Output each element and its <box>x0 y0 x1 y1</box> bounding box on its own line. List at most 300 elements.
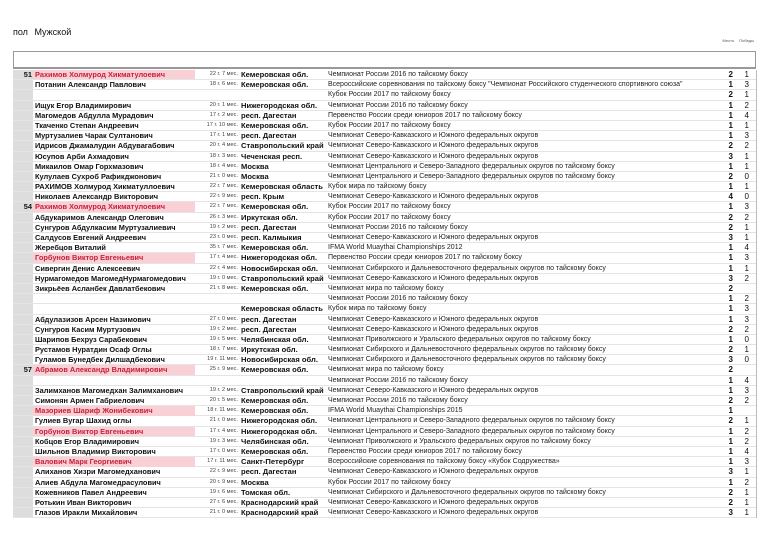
athlete-age: 21 г. 0 мес. <box>209 509 238 516</box>
wins-value: 2 <box>744 141 749 151</box>
athlete-name: Идрисов Джамалудин Абдувагабович <box>35 141 175 151</box>
place-value: 1 <box>728 446 733 456</box>
wins-value: 1 <box>744 416 749 426</box>
place-value: 2 <box>728 141 733 151</box>
athlete-region: Кемеровская обл. <box>241 446 309 456</box>
athlete-name: Ткаченко Степан Андреевич <box>35 120 139 130</box>
athlete-region: Кемеровская обл. <box>241 202 309 212</box>
table-row <box>13 315 757 325</box>
place-value: 1 <box>728 100 733 110</box>
competition-name: Всероссийские соревнования по тайскому боксу «Кубок Содружества» <box>328 458 560 466</box>
place-value: 1 <box>728 131 733 141</box>
athlete-name: Ищук Егор Владимирович <box>35 100 132 110</box>
place-value: 2 <box>728 70 733 79</box>
athlete-age: 19 г. 6 мес. <box>209 488 238 495</box>
competition-name: Кубок России 2017 по тайскому боксу <box>328 478 451 486</box>
wins-value: 4 <box>744 375 749 385</box>
place-value: 3 <box>728 508 733 518</box>
table-row <box>13 70 757 80</box>
athlete-name: Салдусов Евгений Андреевич <box>35 233 147 242</box>
wins-value: 1 <box>744 151 749 161</box>
competition-name: Первенство России среди юниоров 2017 по тайскому боксу <box>328 447 522 455</box>
place-value: 2 <box>728 345 733 355</box>
place-value: 1 <box>728 110 733 120</box>
table-row <box>13 141 757 151</box>
competition-name: Чемпионат Северо-Кавказского и Южного федеральных округов <box>328 132 539 140</box>
athlete-age: 22 г. 9 мес. <box>209 468 238 475</box>
wins-value: 1 <box>744 182 749 192</box>
wins-value: 3 <box>744 131 749 141</box>
place-value: 1 <box>728 314 733 324</box>
athlete-region: Нижегородская обл. <box>241 253 318 263</box>
athlete-age: 18 г. 4 мес. <box>209 162 238 169</box>
athlete-age: 35 г. 7 мес. <box>209 244 238 251</box>
athlete-region: Москва <box>241 477 269 487</box>
athlete-region: Кемеровская обл. <box>241 120 309 130</box>
athlete-region: Кемеровская область <box>241 304 323 314</box>
table-row <box>13 284 757 294</box>
wins-value: 0 <box>744 355 749 365</box>
table-row <box>13 345 757 355</box>
athlete-name: Нурмагомедов МагомедНурмагомедович <box>35 273 186 283</box>
athlete-name: Абдулазизов Арсен Назимович <box>35 314 151 324</box>
wins-value: 4 <box>744 446 749 456</box>
athlete-region: Ставропольский край <box>241 141 324 151</box>
athlete-name: Кулулаев Сухроб Рафикджонович <box>35 171 162 181</box>
athlete-name: Гуламов Бунедбек Дилшадбекович <box>35 355 165 365</box>
athlete-name: Алиев Абдула Магомедрасулович <box>35 477 161 487</box>
athlete-age: 19 г. 2 мес. <box>209 325 238 332</box>
wins-value: 3 <box>744 80 749 90</box>
athlete-name: Потанин Александр Павлович <box>35 80 146 90</box>
place-value: 1 <box>728 334 733 344</box>
athlete-age: 19 г. 2 мес. <box>209 386 238 393</box>
athlete-age: 20 г. 5 мес. <box>209 397 238 403</box>
place-value: 4 <box>728 192 733 202</box>
table-right-border <box>756 70 757 518</box>
table-row <box>13 131 757 141</box>
athlete-region: Санкт-Петербург <box>241 457 305 467</box>
wins-value: 2 <box>744 477 749 487</box>
competition-name: Чемпионат мира по тайскому боксу <box>328 366 444 374</box>
place-value: 2 <box>728 396 733 405</box>
competition-name: Чемпионат Сибирского и Дальневосточного федеральных округов по тайскому боксу <box>328 346 606 354</box>
place-value: 2 <box>728 222 733 232</box>
athlete-age: 19 г. 11 мес. <box>207 356 238 363</box>
athlete-age: 19 г. 2 мес. <box>209 223 238 230</box>
athlete-region: Кемеровская обл. <box>241 283 309 293</box>
athlete-age: 27 г. 6 мес. <box>209 498 238 505</box>
competition-name: Чемпионат России 2016 по тайскому боксу <box>328 223 468 231</box>
athlete-age: 22 г. 7 мес. <box>209 71 238 77</box>
wins-value: 3 <box>744 314 749 324</box>
place-value: 2 <box>728 324 733 334</box>
table-row <box>13 478 757 488</box>
wins-value: 1 <box>744 497 749 507</box>
place-value: 1 <box>728 263 733 273</box>
athlete-name: Горбунов Виктор Евгеньевич <box>33 427 195 436</box>
table-row <box>13 457 757 467</box>
athlete-age: 17 г. 0 мес. <box>209 447 238 454</box>
athlete-age: 22 г. 7 мес. <box>209 183 238 190</box>
wins-value: 2 <box>744 100 749 110</box>
athlete-name: Муртузалиев Чарак Султанович <box>35 131 153 141</box>
table-row <box>13 172 757 182</box>
place-value: 1 <box>728 406 733 416</box>
wins-value: 3 <box>744 202 749 212</box>
athlete-name: Микаилов Омар Горхмазович <box>35 161 144 171</box>
athlete-region: Ставропольский край <box>241 273 324 283</box>
table-row <box>13 253 757 263</box>
column-header-wins: Победы <box>739 38 754 43</box>
column-headers <box>719 38 754 43</box>
wins-value: 1 <box>744 70 749 79</box>
competition-name: Чемпионат Северо-Кавказского и Южного федеральных округов <box>328 274 539 282</box>
table-row <box>13 121 757 131</box>
athlete-region: Кемеровская область <box>241 182 323 192</box>
athlete-age: 18 г. 3 мес. <box>209 152 238 159</box>
athlete-age: 18 г. 7 мес. <box>209 346 238 353</box>
table-row <box>13 498 757 508</box>
wins-value: 3 <box>744 304 749 314</box>
gender-value: Мужской <box>34 27 72 37</box>
competition-name: Чемпионат Северо-Кавказского и Южного федеральных округов <box>328 142 539 150</box>
competition-name: Чемпионат Северо-Кавказского и Южного федеральных округов <box>328 325 539 333</box>
header-box <box>13 51 756 69</box>
competition-name: Чемпионат Сибирского и Дальневосточного федеральных округов по тайскому боксу <box>328 488 606 496</box>
place-value: 2 <box>728 283 733 293</box>
athlete-region: Иркутская обл. <box>241 212 298 222</box>
athlete-region: респ. Дагестан <box>241 110 297 120</box>
athlete-name: Абдукаримов Александр Олегович <box>35 212 164 222</box>
athlete-age: 17 г. 10 мес. <box>206 121 238 128</box>
wins-value: 3 <box>744 253 749 263</box>
athlete-region: Томская обл. <box>241 487 291 497</box>
athlete-name: Валович Марк Георгиевич <box>33 457 195 466</box>
row-number: 54 <box>23 202 32 212</box>
competition-name: Чемпионат России 2016 по тайскому боксу <box>328 376 468 384</box>
table-row <box>13 355 757 365</box>
table-row <box>13 365 757 375</box>
competition-name: Первенство России среди юниоров 2017 по тайскому боксу <box>328 254 522 262</box>
table-row <box>13 406 757 416</box>
athlete-region: Краснодарский край <box>241 497 319 507</box>
athlete-age: 21 г. 8 мес. <box>209 284 238 291</box>
athlete-age: 19 г. 5 мес. <box>209 335 238 342</box>
athlete-age: 17 г. 11 мес. <box>207 458 238 465</box>
athlete-name: Абрамов Александр Владимирович <box>33 365 195 374</box>
table-row <box>13 304 757 314</box>
place-value: 1 <box>728 182 733 192</box>
athlete-name: Ротькин Иван Викторович <box>35 497 132 507</box>
athlete-name: Залимханов Магомедхан Залимханович <box>35 385 184 395</box>
athlete-name: Шарипов Бехруз Сарабекович <box>35 334 148 344</box>
place-value: 1 <box>728 426 733 436</box>
athlete-region: респ. Дагестан <box>241 324 297 334</box>
row-number: 51 <box>23 70 32 79</box>
table-row <box>13 202 757 212</box>
athlete-age: 26 г. 3 мес. <box>209 213 238 220</box>
athlete-name: Шильнов Владимир Викторович <box>35 446 156 456</box>
wins-value: 2 <box>744 396 749 405</box>
wins-value: 2 <box>744 212 749 222</box>
competition-name: Чемпионат России 2016 по тайскому боксу <box>328 295 468 303</box>
competition-name: Чемпионат Северо-Кавказского и Южного федеральных округов <box>328 498 539 506</box>
table-row <box>13 294 757 304</box>
table-row <box>13 111 757 121</box>
athlete-age: 27 г. 0 мес. <box>209 315 238 322</box>
athlete-age: 22 г. 9 мес. <box>209 193 238 200</box>
athlete-name: Сивергин Денис Алексеевич <box>35 263 141 273</box>
table-row <box>13 192 757 202</box>
competition-name: Чемпионат Приволжского и Уральского федеральных округов по тайскому боксу <box>328 437 591 445</box>
athlete-name: Мазориев Шариф Жонибекович <box>33 406 195 415</box>
wins-value: 1 <box>744 161 749 171</box>
competition-name: IFMA World Muaythai Championships 2015 <box>328 407 463 415</box>
wins-value: 1 <box>744 487 749 497</box>
competition-name: Кубок мира по тайскому боксу <box>328 305 427 313</box>
athlete-name: Зикрьёев Асланбек Давлатбекович <box>35 283 166 293</box>
competition-name: Чемпионат Северо-Кавказского и Южного федеральных округов <box>328 315 539 323</box>
athlete-name: Горбунов Виктор Евгеньевич <box>33 253 195 262</box>
place-value: 2 <box>728 171 733 181</box>
place-value: 1 <box>728 436 733 446</box>
place-value: 1 <box>728 80 733 90</box>
competition-name: Чемпионат Приволжского и Уральского федеральных округов по тайскому боксу <box>328 335 591 343</box>
competition-name: Чемпионат мира по тайскому боксу <box>328 284 444 292</box>
wins-value: 2 <box>744 324 749 334</box>
athlete-region: респ. Дагестан <box>241 467 297 477</box>
athlete-name: Николаев Александр Викторович <box>35 192 159 202</box>
wins-value: 1 <box>744 467 749 477</box>
competition-name: Кубок России 2017 по тайскому боксу <box>328 203 451 211</box>
athlete-region: Москва <box>241 161 269 171</box>
athlete-name: Симонян Армен Габриелович <box>35 396 145 405</box>
athlete-age: 17 г. 1 мес. <box>209 132 238 139</box>
gender-filter <box>13 27 75 37</box>
wins-value: 1 <box>744 90 749 100</box>
athlete-age: 19 г. 3 мес. <box>209 437 238 444</box>
competition-name: Чемпионат России 2016 по тайскому боксу <box>328 397 468 404</box>
table-row <box>13 488 757 498</box>
place-value: 1 <box>728 161 733 171</box>
athlete-age: 23 г. 0 мес. <box>209 234 238 240</box>
table-row <box>13 101 757 111</box>
place-value: 2 <box>728 497 733 507</box>
wins-value: 0 <box>744 334 749 344</box>
athlete-region: Чеченская респ. <box>241 151 303 161</box>
athlete-region: Новосибирская обл. <box>241 355 318 365</box>
table-row <box>13 90 757 100</box>
athlete-name: Сунгуров Касим Муртузович <box>35 324 141 334</box>
athlete-region: респ. Дагестан <box>241 222 297 232</box>
athlete-region: Челябинская обл. <box>241 334 309 344</box>
table-row <box>13 325 757 335</box>
athlete-name: Юсупов Арби Ахмадович <box>35 151 129 161</box>
column-header-place: Место <box>722 38 735 43</box>
athlete-age: 19 г. 0 мес. <box>209 274 238 281</box>
place-value: 3 <box>728 151 733 161</box>
table-row <box>13 376 757 386</box>
competition-name: Чемпионат Сибирского и Дальневосточного федеральных округов по тайскому боксу <box>328 264 606 272</box>
table-row <box>13 264 757 274</box>
athlete-age: 17 г. 2 мес. <box>209 111 238 118</box>
competition-name: Чемпионат Северо-Кавказского и Южного федеральных округов <box>328 386 539 394</box>
competition-name: Чемпионат Сибирского и Дальневосточного федеральных округов по тайскому боксу <box>328 356 606 364</box>
competition-name: Кубок России 2017 по тайскому боксу <box>328 91 451 99</box>
place-value: 2 <box>728 365 733 375</box>
place-value: 1 <box>728 477 733 487</box>
table-row <box>13 467 757 477</box>
athlete-age: 18 г. 6 мес. <box>209 81 238 88</box>
competition-name: Чемпионат Центрального и Северо-Западного федеральных округов по тайскому боксу <box>328 417 615 425</box>
athlete-name: Кобцов Егор Владимирович <box>35 436 140 446</box>
competition-name: IFMA World Muaythai Championships 2012 <box>328 244 463 252</box>
place-value: 1 <box>728 243 733 253</box>
table-row <box>13 80 757 90</box>
wins-value: 2 <box>744 294 749 304</box>
wins-value: 3 <box>744 385 749 395</box>
place-value: 1 <box>728 294 733 304</box>
wins-value: 1 <box>744 233 749 242</box>
athlete-name: Глазов Иракли Михайлович <box>35 508 138 518</box>
athlete-region: Нижегородская обл. <box>241 416 318 426</box>
competition-name: Всероссийские соревнования по тайскому боксу "Чемпионат Российского студенческого спортивного союза" <box>328 81 683 89</box>
table-row <box>13 437 757 447</box>
athlete-region: Нижегородская обл. <box>241 426 318 436</box>
athlete-age: 17 г. 4 мес. <box>209 427 238 434</box>
wins-value: 0 <box>744 192 749 202</box>
athlete-region: Кемеровская обл. <box>241 365 309 375</box>
competition-name: Чемпионат Центрального и Северо-Западного федеральных округов по тайскому боксу <box>328 162 615 170</box>
place-value: 2 <box>728 416 733 426</box>
athlete-age: 20 г. 4 мес. <box>209 142 238 149</box>
place-value: 1 <box>728 457 733 467</box>
place-value: 1 <box>728 385 733 395</box>
competition-name: Чемпионат Северо-Кавказского и Южного федеральных округов <box>328 509 539 517</box>
table-row <box>13 274 757 284</box>
athlete-name: Алиханов Хизри Магомедханович <box>35 467 161 477</box>
wins-value: 3 <box>744 457 749 467</box>
athlete-region: респ. Крым <box>241 192 285 202</box>
row-number: 57 <box>23 365 32 375</box>
place-value: 1 <box>728 253 733 263</box>
athlete-region: Москва <box>241 171 269 181</box>
table-row <box>13 162 757 172</box>
table-row <box>13 152 757 162</box>
competition-name: Чемпионат Центрального и Северо-Западного федеральных округов по тайскому боксу <box>328 172 615 180</box>
athlete-age: 20 г. 1 мес. <box>209 101 238 108</box>
wins-value: 1 <box>744 263 749 273</box>
wins-value: 0 <box>744 171 749 181</box>
competition-name: Чемпионат Северо-Кавказского и Южного федеральных округов <box>328 193 539 201</box>
place-value: 2 <box>728 212 733 222</box>
competition-name: Кубок России 2017 по тайскому боксу <box>328 213 451 221</box>
wins-value: 2 <box>744 436 749 446</box>
wins-value: 1 <box>744 120 749 130</box>
results-table <box>13 70 757 518</box>
athlete-name: Рахимов Холмурод Хикматулоевич <box>33 202 195 211</box>
athlete-region: Кемеровская обл. <box>241 243 309 253</box>
competition-name: Чемпионат Северо-Кавказского и Южного федеральных округов <box>328 234 539 241</box>
table-row <box>13 213 757 223</box>
wins-value: 4 <box>744 110 749 120</box>
athlete-region: респ. Дагестан <box>241 314 297 324</box>
competition-name: Кубок России 2017 по тайскому боксу <box>328 121 451 129</box>
athlete-name: Гулиев Вугар Шахид оглы <box>35 416 132 426</box>
wins-value: 2 <box>744 426 749 436</box>
table-row <box>13 508 757 518</box>
table-row <box>13 427 757 437</box>
competition-name: Чемпионат Северо-Кавказского и Южного федеральных округов <box>328 468 539 476</box>
athlete-name: Кожевников Павел Андреевич <box>35 487 147 497</box>
athlete-name: Рустамов Нуратдин Осаф Оглы <box>35 345 152 355</box>
athlete-region: Краснодарский край <box>241 508 319 518</box>
athlete-age: 17 г. 4 мес. <box>209 254 238 261</box>
competition-name: Чемпионат России 2016 по тайскому боксу <box>328 71 468 78</box>
athlete-region: Новосибирская обл. <box>241 263 318 273</box>
wins-value: 2 <box>744 273 749 283</box>
table-row <box>13 223 757 233</box>
athlete-region: Кемеровская обл. <box>241 406 309 416</box>
athlete-name: Сунгуров Абдулкасим Муртузалиевич <box>35 222 176 232</box>
wins-value: 1 <box>744 345 749 355</box>
athlete-region: респ. Дагестан <box>241 131 297 141</box>
table-row <box>13 243 757 253</box>
competition-name: Чемпионат России 2016 по тайскому боксу <box>328 101 468 109</box>
table-row <box>13 233 757 243</box>
athlete-name: Магомедов Абдулла Мурадович <box>35 110 154 120</box>
place-value: 3 <box>728 467 733 477</box>
place-value: 2 <box>728 487 733 497</box>
athlete-region: Кемеровская обл. <box>241 70 309 79</box>
place-value: 3 <box>728 273 733 283</box>
competition-name: Чемпионат Северо-Кавказского и Южного федеральных округов <box>328 152 539 160</box>
competition-name: Первенство России среди юниоров 2017 по тайскому боксу <box>328 111 522 119</box>
athlete-age: 21 г. 0 мес. <box>209 417 238 424</box>
athlete-age: 22 г. 7 мес. <box>209 203 238 210</box>
table-row <box>13 447 757 457</box>
place-value: 3 <box>728 355 733 365</box>
table-row <box>13 416 757 426</box>
athlete-age: 21 г. 0 мес. <box>209 172 238 179</box>
athlete-region: Иркутская обл. <box>241 345 298 355</box>
place-value: 1 <box>728 120 733 130</box>
athlete-name: Рахимов Холмурод Хикматулоевич <box>33 70 195 79</box>
athlete-age: 25 г. 9 мес. <box>209 366 238 373</box>
place-value: 2 <box>728 90 733 100</box>
competition-name: Чемпионат Центрального и Северо-Западного федеральных округов по тайскому боксу <box>328 427 615 435</box>
athlete-region: Нижегородская обл. <box>241 100 318 110</box>
table-row <box>13 335 757 345</box>
athlete-region: респ. Калмыкия <box>241 233 302 242</box>
gender-label: пол <box>13 27 28 37</box>
table-row <box>13 386 757 396</box>
athlete-region: Челябинская обл. <box>241 436 309 446</box>
place-value: 3 <box>728 233 733 242</box>
athlete-name: РАХИМОВ Холмурод Хикматуллоевич <box>35 182 175 192</box>
place-value: 1 <box>728 202 733 212</box>
table-row <box>13 182 757 192</box>
athlete-name: Жеребцов Виталий <box>35 243 106 253</box>
table-row <box>13 396 757 406</box>
athlete-region: Ставропольский край <box>241 385 324 395</box>
athlete-age: 18 г. 11 мес. <box>207 407 238 414</box>
wins-value: 1 <box>744 508 749 518</box>
athlete-region: Кемеровская обл. <box>241 80 309 90</box>
place-value: 1 <box>728 304 733 314</box>
wins-value: 1 <box>744 222 749 232</box>
